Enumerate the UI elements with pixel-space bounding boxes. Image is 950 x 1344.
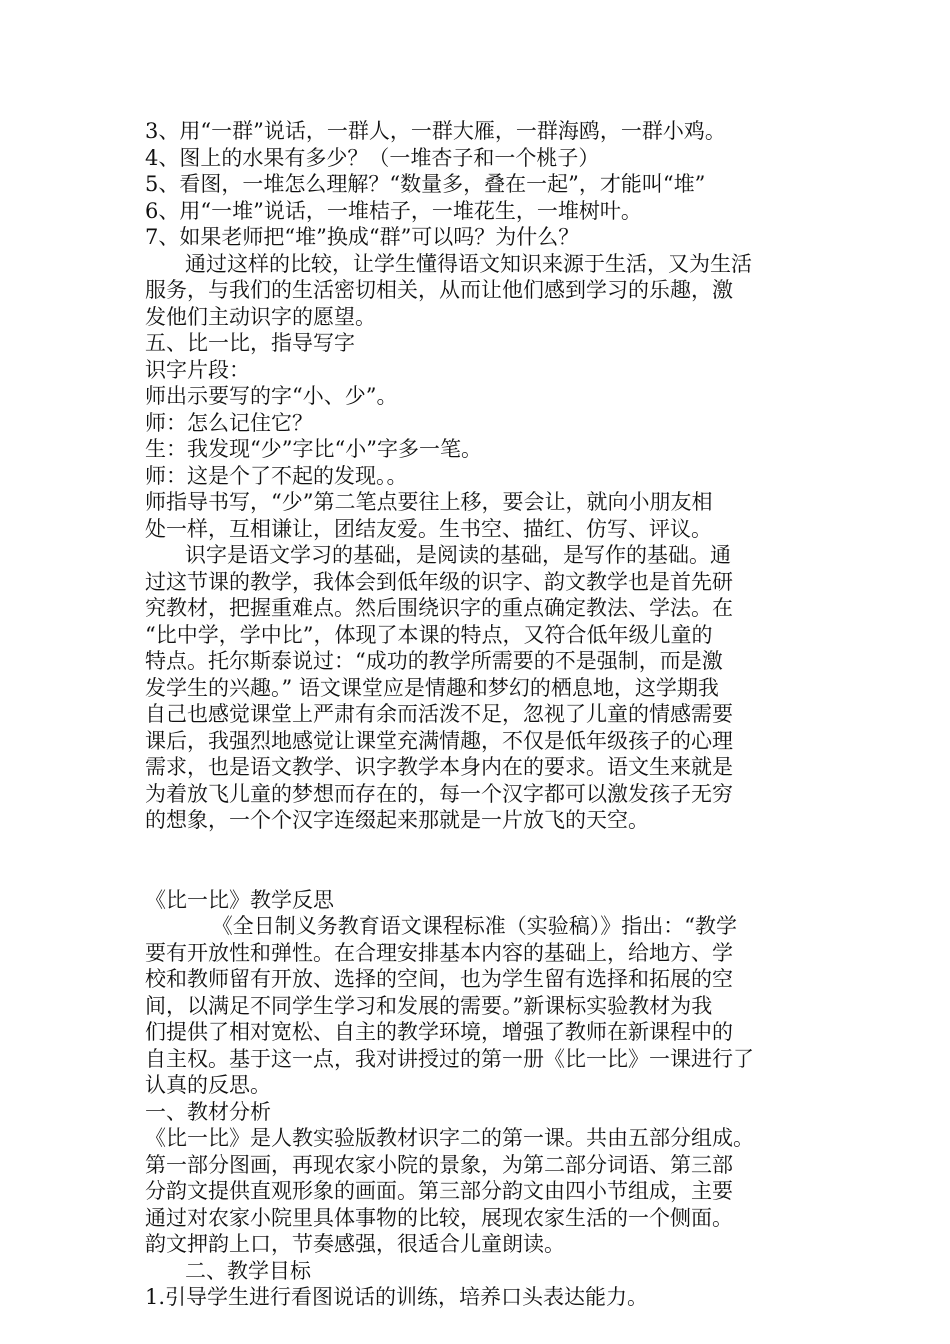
text-line: 发学生的兴趣。” 语文课堂应是情趣和梦幻的栖息地，这学期我: [145, 675, 719, 700]
text-line: 认真的反思。: [145, 1073, 271, 1097]
text-line: 师：这是个了不起的发现。。: [145, 463, 408, 488]
text-line: 7、如果老师把“堆”换成“群”可以吗？为什么？: [145, 225, 580, 249]
text-line: 6、用“一堆”说话，一堆桔子，一堆花生，一堆树叶。: [145, 198, 642, 223]
text-line: 识字片段：: [145, 357, 250, 382]
paragraph-comparison: [145, 251, 813, 331]
text-line: 5、看图，一堆怎么理解？“数量多，叠在一起”，才能叫“堆”: [145, 172, 706, 196]
text-line: 师出示要写的字“小、少”。: [145, 384, 398, 408]
text-line: 服务，与我们的生活密切相关，从而让他们感到学习的乐趣，激: [145, 278, 733, 302]
text-line: 自主权。基于这一点，我对讲授过的第一册《比一比》一课进行了: [145, 1046, 754, 1071]
text-line: 师指导书写，“少”第二笔点要往上移，要会让，就向小朋友相: [145, 490, 713, 514]
text-line: 识字是语文学习的基础，是阅读的基础，是写作的基础。通: [145, 543, 732, 567]
text-line: 究教材，把握重难点。然后围绕识字的重点确定教法、学法。在: [145, 596, 733, 620]
text-line: 发他们主动识字的愿望。: [145, 304, 376, 329]
paragraph-writing-guidance: [145, 489, 813, 542]
text-line: 自己也感觉课堂上严肃有余而活泼不足，忽视了儿童的情感需要: [145, 702, 733, 726]
text-line: 韵文押韵上口，节奏感强，很适合儿童朗读。: [145, 1232, 565, 1256]
section-heading: 一、教材分析: [145, 1099, 271, 1124]
section-heading: 二、教学目标: [145, 1258, 312, 1283]
teaching-goals: [145, 1284, 813, 1311]
text-line: 处一样，互相谦让，团结友爱。生书空、描红、仿写、评议。: [145, 516, 712, 541]
text-line: 校和教师留有开放、选择的空间，也为学生留有选择和拓展的空: [145, 967, 733, 991]
text-line: 《全日制义务教育语文课程标准（实验稿）》指出：“教学: [145, 914, 737, 938]
text-line: 们提供了相对宽松、自主的教学环境，增强了教师在新课程中的: [145, 1020, 733, 1044]
text-line: 的想象，一个个汉字连缀起来那就是一片放飞的天空。: [145, 808, 649, 832]
section-heading: 五、比一比，指导写字: [145, 331, 355, 355]
text-line: 课后，我强烈地感觉让课堂充满情趣，不仅是低年级孩子的心理: [145, 728, 733, 753]
reflection-section: [145, 887, 813, 1311]
document-title: 《比一比》教学反思: [145, 887, 334, 912]
text-line: 要有开放性和弹性。在合理安排基本内容的基础上，给地方、学: [145, 940, 733, 965]
text-line: 第一部分图画，再现农家小院的景象，为第二部分词语、第三部: [145, 1152, 733, 1177]
text-line: 4、图上的水果有多少？（一堆杏子和一个桃子）: [145, 145, 600, 170]
text-line: “比中学，学中比”，体现了本课的特点，又符合低年级儿童的: [145, 622, 713, 647]
text-line: 师：怎么记住它？: [145, 410, 313, 435]
text-line: 为着放飞儿童的梦想而存在的，每一个汉字都可以激发孩子无穷: [145, 781, 733, 806]
reflection-intro: [145, 913, 813, 1099]
text-line: 分韵文提供直观形象的画面。第三部分韵文由四小节组成，主要: [145, 1179, 733, 1203]
text-line: 3、用“一群”说话，一群人，一群大雁，一群海鸥，一群小鸡。: [145, 119, 726, 143]
text-line: 生：我发现“少”字比“小”字多一笔。: [145, 437, 482, 461]
text-line: 间，以满足不同学生学习和发展的需要。”新课标实验教材为我: [145, 993, 713, 1018]
text-line: 《比一比》是人教实验版教材识字二的第一课。共由五部分组成。: [145, 1126, 754, 1150]
section-a-list: [145, 118, 813, 251]
paragraph-literacy-reflection: [145, 542, 813, 834]
text-line: 通过对农家小院里具体事物的比较，展现农家生活的一个侧面。: [145, 1205, 733, 1230]
section-b: [145, 330, 813, 489]
text-line: 需求，也是语文教学、识字教学本身内在的要求。语文生来就是: [145, 755, 733, 779]
document-page: [145, 118, 813, 1311]
text-line: 通过这样的比较，让学生懂得语文知识来源于生活，又为生活: [145, 251, 753, 276]
text-line: 特点。托尔斯泰说过：“成功的教学所需要的不是强制，而是激: [145, 649, 723, 673]
text-line: 过这节课的教学，我体会到低年级的识字、韵文教学也是首先研: [145, 569, 733, 594]
material-analysis: [145, 1125, 813, 1258]
blank-spacer: [145, 834, 813, 887]
text-line: 1.引导学生进行看图说话的训练，培养口头表达能力。: [145, 1285, 649, 1309]
